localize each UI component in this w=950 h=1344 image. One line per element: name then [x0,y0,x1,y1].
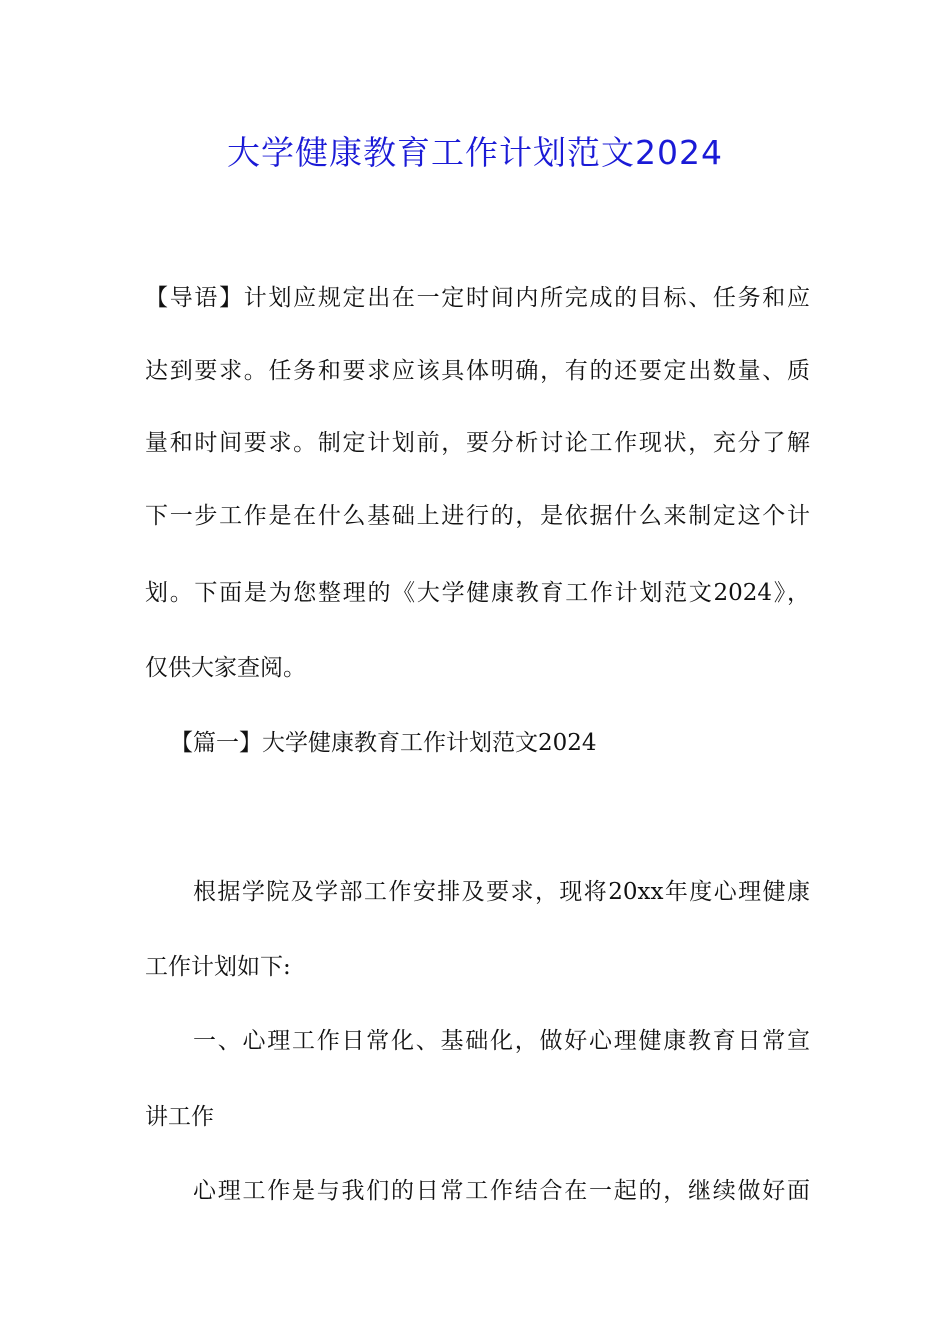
body-paragraph-2-line-2: 讲工作 [145,1104,214,1130]
body-paragraph-3-line-1: 心理工作是与我们的日常工作结合在一起的，继续做好面 [193,1178,810,1204]
intro-line-6: 仅供大家查阅。 [145,655,306,681]
document-title: 大学健康教育工作计划范文2024 [227,133,723,172]
intro-line-3: 量和时间要求。制定计划前，要分析讨论工作现状，充分了解 [145,430,810,456]
section-heading: 【篇一】大学健康教育工作计划范文2024 [170,730,597,756]
intro-line-5: 划。下面是为您整理的《大学健康教育工作计划范文2024》， [145,580,810,606]
intro-line-2: 达到要求。任务和要求应该具体明确，有的还要定出数量、质 [145,358,810,384]
body-paragraph-1-line-1: 根据学院及学部工作安排及要求，现将20xx年度心理健康 [193,879,810,905]
intro-line-4: 下一步工作是在什么基础上进行的，是依据什么来制定这个计 [145,503,810,529]
intro-line-1: 【导语】计划应规定出在一定时间内所完成的目标、任务和应 [145,285,810,311]
body-paragraph-1-line-2: 工作计划如下: [145,954,291,980]
body-paragraph-2-line-1: 一、心理工作日常化、基础化，做好心理健康教育日常宣 [193,1028,810,1054]
